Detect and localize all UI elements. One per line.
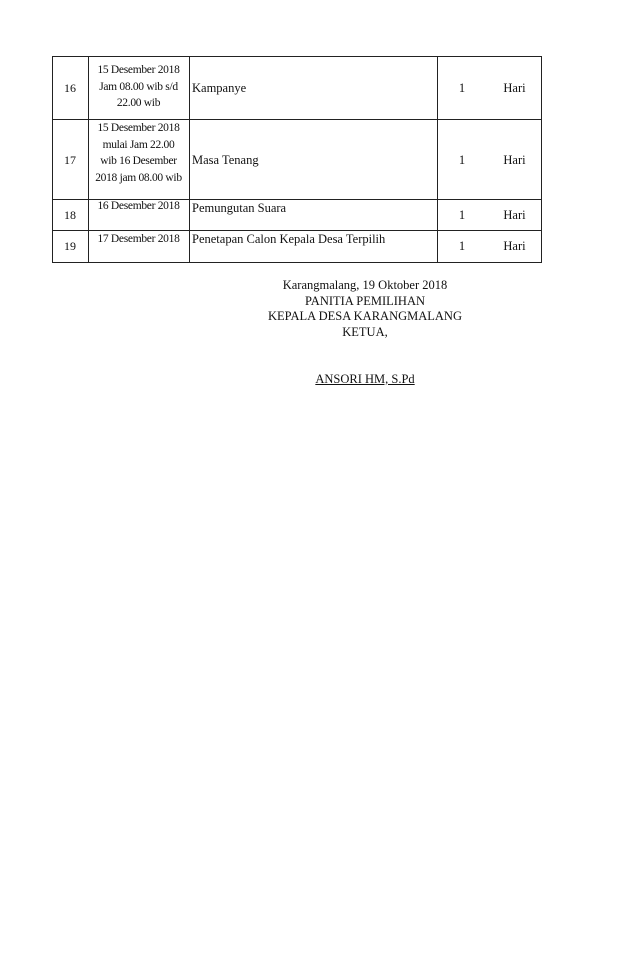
signature-office: KEPALA DESA KARANGMALANG: [267, 309, 462, 323]
row-duration: 1: [458, 152, 466, 167]
column-divider: [437, 56, 438, 262]
row-activity: Penetapan Calon Kepala Desa Terpilih: [192, 232, 386, 246]
column-divider: [189, 56, 190, 262]
row-unit: Hari: [503, 208, 526, 222]
table-row: [52, 199, 542, 231]
row-number: 18: [64, 208, 76, 222]
column-divider: [541, 56, 542, 262]
signature-place-date: Karangmalang, 19 Oktober 2018: [282, 278, 448, 292]
signature-committee: PANITIA PEMILIHAN: [304, 294, 426, 308]
row-unit: Hari: [503, 81, 526, 95]
row-duration: 1: [458, 239, 466, 253]
row-date: 15 Desember 2018 Jam 08.00 wib s/d 22.00 wib: [97, 64, 180, 110]
row-duration: 1: [458, 81, 466, 95]
row-activity: Pemungutan Suara: [192, 201, 287, 215]
table-row: [52, 56, 542, 120]
column-divider: [88, 56, 89, 262]
row-number: 16: [64, 81, 76, 95]
row-date: 17 Desember 2018: [97, 233, 180, 245]
column-divider: [52, 56, 53, 262]
row-date: 16 Desember 2018: [97, 200, 180, 212]
schedule-table: [52, 56, 542, 262]
row-unit: Hari: [503, 239, 526, 253]
table-row: [52, 119, 542, 200]
row-number: 17: [64, 152, 76, 167]
signature-name: [250, 372, 480, 387]
row-duration: 1: [458, 208, 466, 222]
row-activity: Kampanye: [192, 81, 247, 95]
table-row: [52, 230, 542, 263]
signature-role: KETUA,: [342, 325, 388, 339]
row-unit: Hari: [503, 152, 526, 167]
row-date: 15 Desember 2018 mulai Jam 22.00 wib 16 Desember 2018 jam 08.00 wib: [95, 122, 182, 184]
row-activity: Masa Tenang: [192, 152, 259, 167]
row-number: 19: [64, 239, 76, 253]
signatory-name: ANSORI HM, S.Pd: [315, 372, 415, 386]
